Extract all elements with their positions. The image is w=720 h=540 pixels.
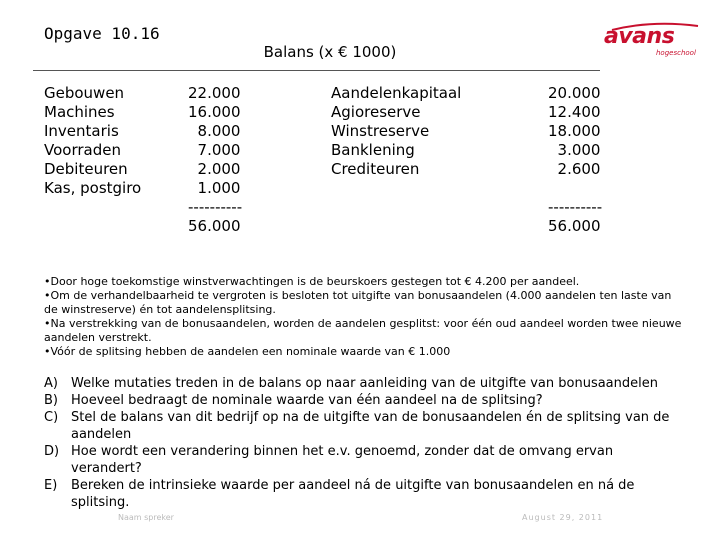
question-label: B) xyxy=(44,393,58,408)
credit-label: Agioreserve xyxy=(331,103,421,121)
footer-date: August 29, 2011 xyxy=(522,513,604,522)
credit-total: 56.000 xyxy=(548,217,601,235)
question-item xyxy=(44,392,684,409)
credit-values-column xyxy=(548,84,602,236)
debit-value: 22.000 xyxy=(188,84,241,102)
debit-value: 8.000 xyxy=(188,122,241,140)
slide-title: Opgave 10.16 xyxy=(44,24,160,43)
logo-text: avans xyxy=(604,24,675,49)
debit-label: Machines xyxy=(44,103,115,121)
bullet-item: •Om de verhandelbaarheid te vergroten is besloten tot uitgifte van bonusaandelen (4.000 aandelen ten laste van de winstreserve) én tot aandelensplitsing. xyxy=(44,289,672,316)
credit-value: 18.000 xyxy=(548,122,601,140)
question-list xyxy=(44,375,684,511)
question-text: Bereken de intrinsieke waarde per aandeel ná de uitgifte van bonusaandelen en ná de splitsing. xyxy=(71,478,635,510)
debit-label: Gebouwen xyxy=(44,84,125,102)
debit-value: 2.000 xyxy=(188,160,241,178)
debit-value: 7.000 xyxy=(188,141,241,159)
credit-label: Banklening xyxy=(331,141,415,159)
debit-label: Debiteuren xyxy=(44,160,128,178)
question-item xyxy=(44,409,684,443)
debit-total: 56.000 xyxy=(188,217,241,235)
bullet-item: •Vóór de splitsing hebben de aandelen een nominale waarde van € 1.000 xyxy=(44,345,451,358)
debit-labels-column xyxy=(44,84,141,198)
question-text: Hoe wordt een verandering binnen het e.v. genoemd, zonder dat de omvang ervan verandert? xyxy=(71,444,614,476)
credit-value: 12.400 xyxy=(548,103,601,121)
question-text: Stel de balans van dit bedrijf op na de uitgifte van de bonusaandelen én de splitsing van de aandelen xyxy=(71,410,670,442)
logo-subtext: hogeschool xyxy=(656,49,696,57)
credit-labels-column xyxy=(331,84,461,179)
bullet-item: •Door hoge toekomstige winstverwachtingen is de beurskoers gestegen tot € 4.200 per aandeel. xyxy=(44,275,580,288)
question-item xyxy=(44,477,684,511)
debit-values-column xyxy=(188,84,242,236)
debit-value: 1.000 xyxy=(188,179,241,197)
credit-label: Winstreserve xyxy=(331,122,430,140)
question-item xyxy=(44,375,684,392)
credit-label: Aandelenkapitaal xyxy=(331,84,462,102)
question-label: E) xyxy=(44,478,58,493)
debit-total-rule: ---------- xyxy=(188,198,243,216)
footer-speaker: Naam spreker xyxy=(118,513,174,522)
balance-title-text: Balans (x € 1000) xyxy=(263,43,397,61)
question-label: A) xyxy=(44,376,58,391)
credit-value: 2.600 xyxy=(548,160,601,178)
question-label: D) xyxy=(44,444,60,459)
debit-label: Voorraden xyxy=(44,141,121,159)
credit-value: 3.000 xyxy=(548,141,601,159)
bullet-list xyxy=(44,275,684,359)
question-item xyxy=(44,443,684,477)
debit-value: 16.000 xyxy=(188,103,241,121)
credit-value-empty xyxy=(548,179,602,198)
credit-value: 20.000 xyxy=(548,84,601,102)
credit-total-rule: ---------- xyxy=(548,198,603,216)
question-text: Hoeveel bedraagt de nominale waarde van één aandeel na de splitsing? xyxy=(71,393,543,408)
question-label: C) xyxy=(44,410,59,425)
question-text: Welke mutaties treden in de balans op naar aanleiding van de uitgifte van bonusaandelen xyxy=(71,376,658,391)
credit-label: Crediteuren xyxy=(331,160,420,178)
balance-divider xyxy=(33,70,600,71)
debit-label: Inventaris xyxy=(44,122,119,140)
bullet-item: •Na verstrekking van de bonusaandelen, worden de aandelen gesplitst: voor één oud aandeel worden twee nieuwe aandelen verstrekt. xyxy=(44,317,682,344)
balance-title xyxy=(0,43,720,61)
debit-label: Kas, postgiro xyxy=(44,179,142,197)
